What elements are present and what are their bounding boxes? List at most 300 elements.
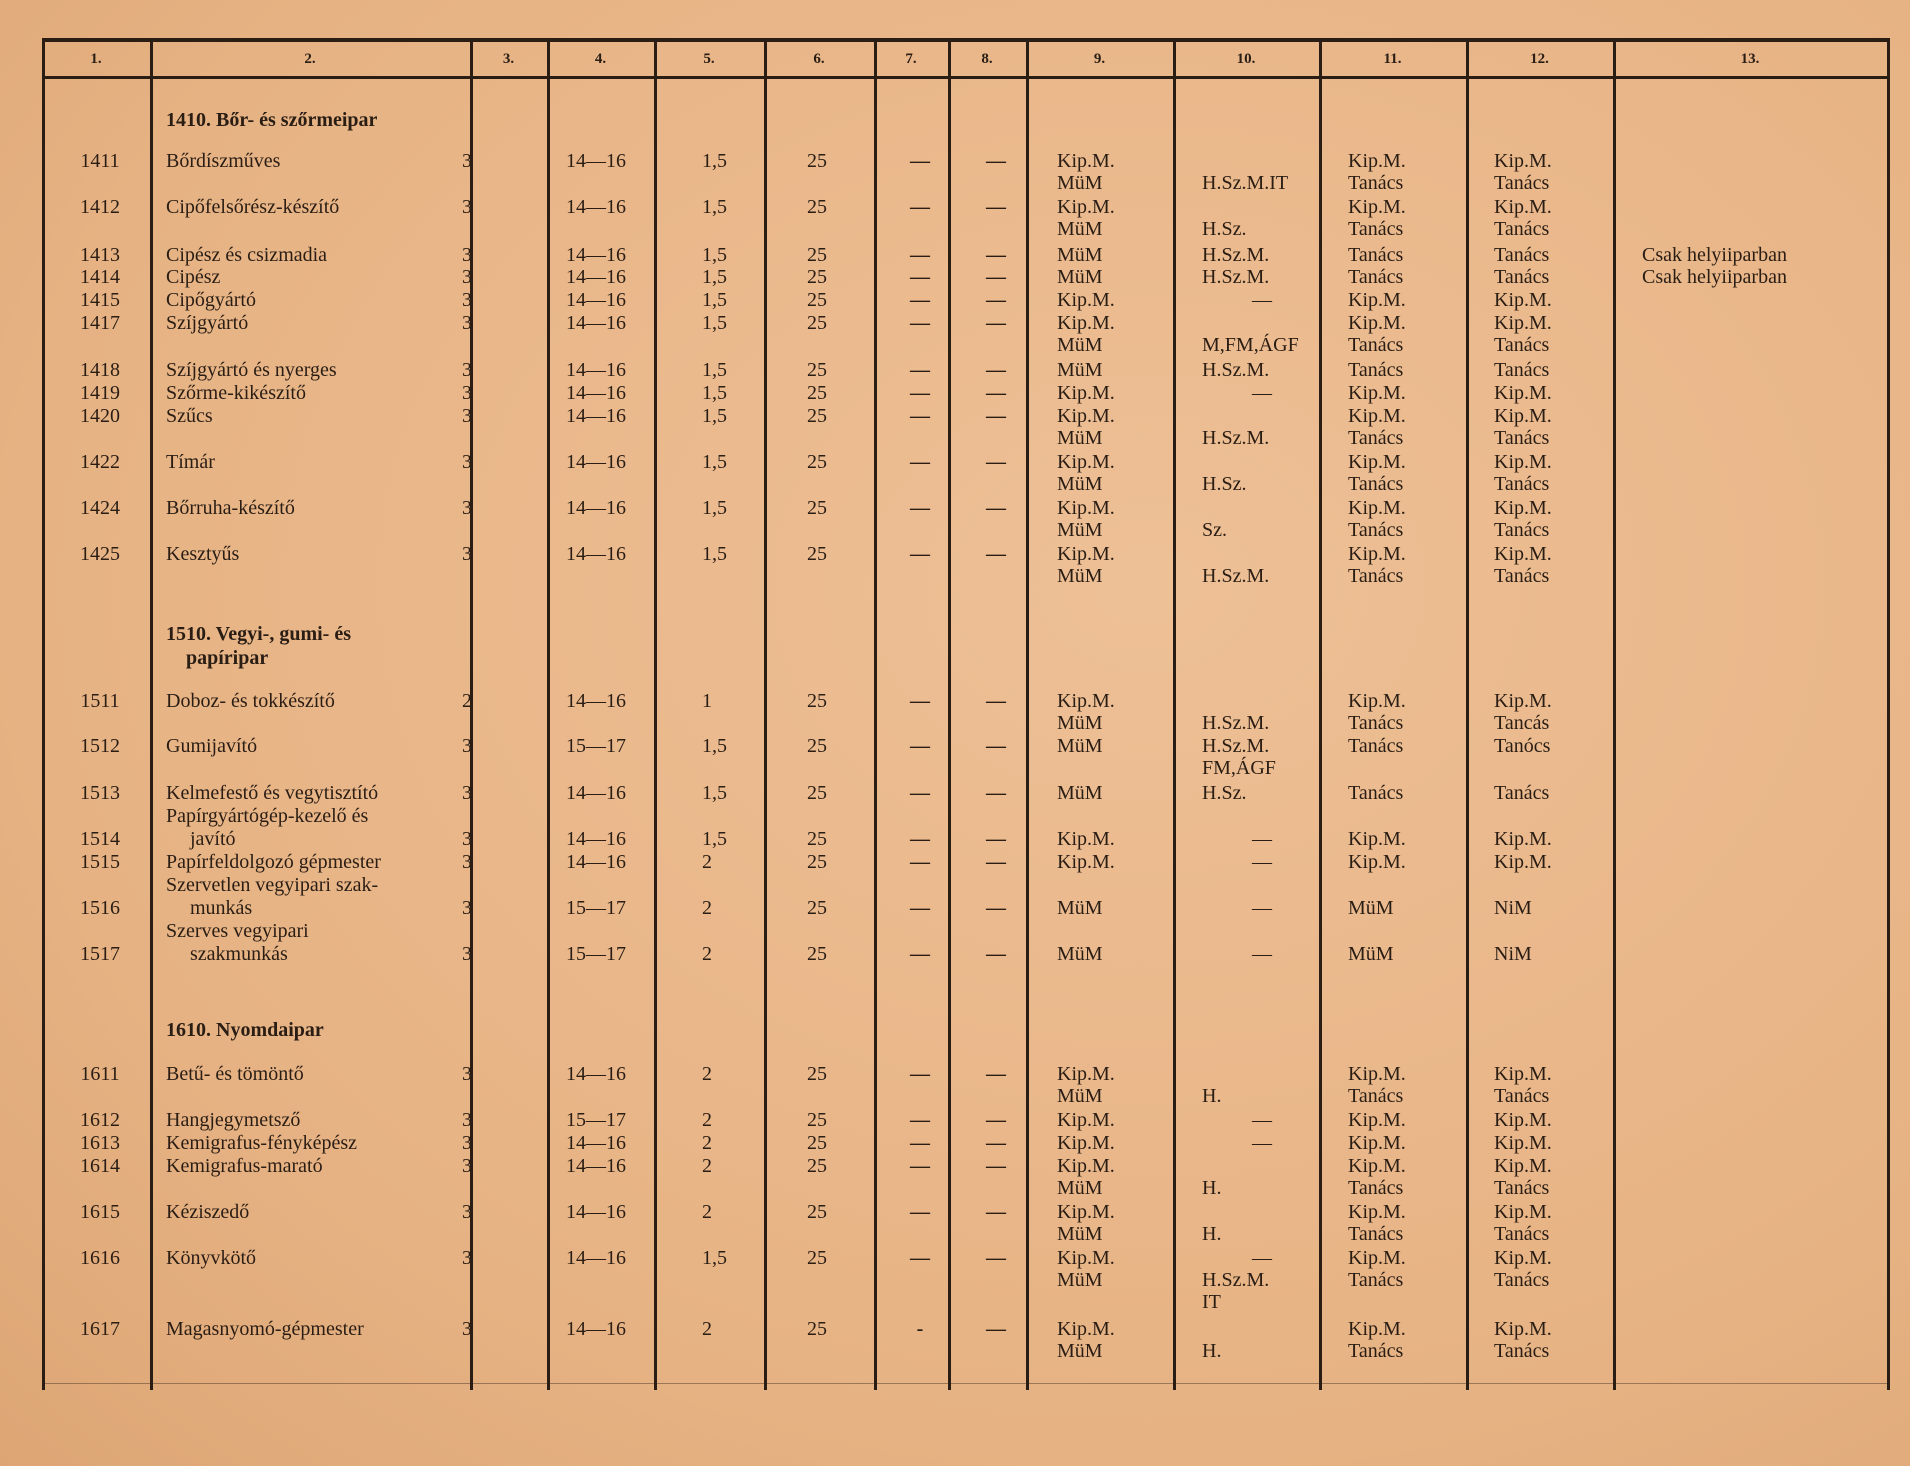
col8-value: — <box>986 828 1006 850</box>
col12-line1: Kip.M. <box>1494 497 1552 519</box>
col12-line1: Kip.M. <box>1494 1063 1552 1085</box>
age-range: 14—16 <box>566 1201 626 1223</box>
col-line-2 <box>470 38 473 1390</box>
col-line-4 <box>654 38 657 1390</box>
col10-line2: M,FM,ÁGF <box>1202 334 1299 356</box>
col9-line2: MüM <box>1057 172 1103 194</box>
row-code: 1611 <box>80 1063 120 1085</box>
col9-line1: Kip.M. <box>1057 543 1115 565</box>
col10-line2: H. <box>1202 1085 1222 1107</box>
col5-value: 1,5 <box>702 828 727 850</box>
col8-value: — <box>986 196 1006 218</box>
col12-line1: Kip.M. <box>1494 196 1552 218</box>
col11-line2: Tanács <box>1348 1223 1404 1245</box>
occupation-name: Papírfeldolgozó gépmester <box>166 851 381 873</box>
row-code: 1414 <box>80 266 120 288</box>
age-range: 14—16 <box>566 150 626 172</box>
col8-value: — <box>986 690 1006 712</box>
occupation-name: Cipész és csizmadia <box>166 244 328 266</box>
col9-line1: Kip.M. <box>1057 289 1115 311</box>
col3-value: 3 <box>462 897 472 919</box>
col7-value: — <box>910 897 930 919</box>
header-col-9: 9. <box>1093 51 1106 67</box>
col9-line1: Kip.M. <box>1057 196 1115 218</box>
col12-line2: Tanács <box>1494 427 1550 449</box>
col7-value: — <box>910 1109 930 1131</box>
col12-line1: Kip.M. <box>1494 382 1552 404</box>
col12-line1: Kip.M. <box>1494 1109 1552 1131</box>
age-range: 14—16 <box>566 1155 626 1177</box>
col12-line1: Kip.M. <box>1494 405 1552 427</box>
col3-value: 3 <box>462 1155 472 1177</box>
col11-line2: Tanács <box>1348 1340 1404 1362</box>
occupation-name: Kelmefestő és vegytisztító <box>166 782 379 804</box>
age-range: 14—16 <box>566 312 626 334</box>
col12-line1: Kip.M. <box>1494 289 1552 311</box>
occupation-name-cont: munkás <box>190 897 253 919</box>
col8-value: — <box>986 451 1006 473</box>
col9-line1: MüM <box>1057 244 1103 266</box>
col7-value: — <box>910 150 930 172</box>
col6-value: 25 <box>807 266 827 288</box>
col5-value: 1,5 <box>702 1247 727 1269</box>
col12-line2: Tanács <box>1494 473 1550 495</box>
col5-value: 1,5 <box>702 289 727 311</box>
col6-value: 25 <box>807 150 827 172</box>
col10-line2: H.Sz. <box>1202 473 1247 495</box>
header-col-13: 13. <box>1740 51 1760 67</box>
col5-value: 1,5 <box>702 266 727 288</box>
col9-line1: Kip.M. <box>1057 150 1115 172</box>
col10-line1: H.Sz.M. <box>1202 244 1270 266</box>
age-range: 14—16 <box>566 359 626 381</box>
col8-value: — <box>986 150 1006 172</box>
col12-line2: Tanács <box>1494 519 1550 541</box>
col6-value: 25 <box>807 828 827 850</box>
row-code: 1411 <box>80 150 120 172</box>
col3-value: 3 <box>462 312 472 334</box>
col8-value: — <box>986 497 1006 519</box>
col9-line1: Kip.M. <box>1057 1132 1115 1154</box>
col7-value: — <box>910 1201 930 1223</box>
col8-value: — <box>986 1201 1006 1223</box>
header-col-7: 7. <box>905 51 917 67</box>
col-line-11 <box>1466 38 1469 1390</box>
col3-value: 3 <box>462 1063 472 1085</box>
col6-value: 25 <box>807 897 827 919</box>
age-range: 15—17 <box>566 943 626 965</box>
col11-line1: Kip.M. <box>1348 451 1406 473</box>
col8-value: — <box>986 1132 1006 1154</box>
occupation-name: Szíjgyártó <box>166 312 249 334</box>
col7-value: — <box>910 312 930 334</box>
col7-value: — <box>910 382 930 404</box>
col-line-5 <box>764 38 767 1390</box>
header-col-12: 12. <box>1530 51 1549 67</box>
col12-line1: Tanócs <box>1494 735 1551 757</box>
col3-value: 3 <box>462 150 472 172</box>
col11-line2: Tanács <box>1348 172 1404 194</box>
col3-value: 3 <box>462 196 472 218</box>
occupation-name: Kesztyűs <box>166 543 240 565</box>
col12-line1: Kip.M. <box>1494 543 1552 565</box>
row-code: 1613 <box>80 1132 120 1154</box>
col-line-10 <box>1319 38 1322 1390</box>
col7-value: — <box>910 1247 930 1269</box>
col5-value: 1,5 <box>702 497 727 519</box>
col11-line2: Tanács <box>1348 712 1404 734</box>
section-heading-1610: 1610. Nyomdaipar <box>166 1019 324 1041</box>
col9-line2: MüM <box>1057 712 1103 734</box>
col11-line1: Kip.M. <box>1348 382 1406 404</box>
occupation-name: Könyvkötő <box>166 1247 256 1269</box>
row-code: 1616 <box>80 1247 120 1269</box>
occupation-name: Gumijavító <box>166 735 258 757</box>
col7-value: — <box>910 266 930 288</box>
row-code: 1517 <box>80 943 120 965</box>
col6-value: 25 <box>807 497 827 519</box>
col11-line1: Kip.M. <box>1348 1109 1406 1131</box>
occupation-name: Szervetlen vegyipari szak- <box>166 874 379 896</box>
col5-value: 1,5 <box>702 382 727 404</box>
col6-value: 25 <box>807 382 827 404</box>
row-code: 1415 <box>80 289 120 311</box>
col12-line1: Kip.M. <box>1494 1318 1552 1340</box>
col7-value: — <box>910 1132 930 1154</box>
col7-value: — <box>910 735 930 757</box>
row-code: 1615 <box>80 1201 120 1223</box>
col11-line1: Kip.M. <box>1348 405 1406 427</box>
occupation-name-cont: szakmunkás <box>190 943 288 965</box>
col5-value: 2 <box>702 1109 712 1131</box>
col13-note: Csak helyiiparban <box>1642 266 1787 288</box>
col11-line1: Kip.M. <box>1348 851 1406 873</box>
col8-value: — <box>986 382 1006 404</box>
col6-value: 25 <box>807 196 827 218</box>
col11-line1: Kip.M. <box>1348 312 1406 334</box>
col10-line2: H. <box>1202 1340 1222 1362</box>
occupation-name: Magasnyomó-gépmester <box>166 1318 364 1340</box>
col7-value: — <box>910 359 930 381</box>
occupation-name: Tímár <box>166 451 215 473</box>
col11-line1: Tanács <box>1348 735 1404 757</box>
col8-value: — <box>986 244 1006 266</box>
col11-line2: Tanács <box>1348 519 1404 541</box>
age-range: 15—17 <box>566 735 626 757</box>
col11-line1: Kip.M. <box>1348 150 1406 172</box>
occupation-name: Kéziszedő <box>166 1201 250 1223</box>
header-col-11: 11. <box>1383 51 1402 67</box>
col-line-3 <box>547 38 550 1390</box>
row-code: 1417 <box>80 312 120 334</box>
row-code: 1516 <box>80 897 120 919</box>
col8-value: — <box>986 943 1006 965</box>
col6-value: 25 <box>807 543 827 565</box>
age-range: 14—16 <box>566 289 626 311</box>
col12-line1: Kip.M. <box>1494 451 1552 473</box>
col8-value: — <box>986 1063 1006 1085</box>
col10-line1: — <box>1252 1132 1272 1154</box>
col6-value: 25 <box>807 312 827 334</box>
col12-line2: Tanács <box>1494 1340 1550 1362</box>
col5-value: 2 <box>702 1063 712 1085</box>
col12-line2: Tanács <box>1494 334 1550 356</box>
col6-value: 25 <box>807 782 827 804</box>
col9-line1: Kip.M. <box>1057 690 1115 712</box>
col9-line2: MüM <box>1057 218 1103 240</box>
col9-line1: MüM <box>1057 735 1103 757</box>
row-code: 1612 <box>80 1109 120 1131</box>
age-range: 14—16 <box>566 1132 626 1154</box>
col10-line2: Sz. <box>1202 519 1227 541</box>
col5-value: 2 <box>702 897 712 919</box>
col11-line2: Tanács <box>1348 1269 1404 1291</box>
col3-value: 3 <box>462 782 472 804</box>
col10-line3: IT <box>1202 1291 1221 1313</box>
row-code: 1420 <box>80 405 120 427</box>
col3-value: 3 <box>462 266 472 288</box>
col6-value: 25 <box>807 943 827 965</box>
col8-value: — <box>986 735 1006 757</box>
col10-line2: H. <box>1202 1223 1222 1245</box>
col12-line1: Tanács <box>1494 782 1550 804</box>
col7-value: — <box>910 690 930 712</box>
col11-line2: Tanács <box>1348 1177 1404 1199</box>
col11-line1: Kip.M. <box>1348 690 1406 712</box>
col5-value: 1,5 <box>702 312 727 334</box>
col11-line1: Kip.M. <box>1348 1201 1406 1223</box>
col12-line2: Tanács <box>1494 172 1550 194</box>
age-range: 14—16 <box>566 1247 626 1269</box>
col10-line1: — <box>1252 897 1272 919</box>
col11-line1: Tanács <box>1348 359 1404 381</box>
col7-value: — <box>910 782 930 804</box>
occupation-name: Bőrruha-készítő <box>166 497 295 519</box>
header-col-2: 2. <box>304 51 316 67</box>
col3-value: 3 <box>462 1318 472 1340</box>
col10-line2: H.Sz.M. <box>1202 712 1270 734</box>
header-col-3: 3. <box>502 51 515 67</box>
col3-value: 3 <box>462 497 472 519</box>
occupation-name: Papírgyártógép-kezelő és <box>166 805 369 827</box>
col12-line2: Tanács <box>1494 218 1550 240</box>
col10-line2: H.Sz.M.IT <box>1202 172 1289 194</box>
col5-value: 1,5 <box>702 244 727 266</box>
col6-value: 25 <box>807 244 827 266</box>
col11-line2: Tanács <box>1348 565 1404 587</box>
col9-line2: MüM <box>1057 565 1103 587</box>
col9-line2: MüM <box>1057 1223 1103 1245</box>
col6-value: 25 <box>807 1201 827 1223</box>
age-range: 14—16 <box>566 405 626 427</box>
col3-value: 3 <box>462 1132 472 1154</box>
row-code: 1614 <box>80 1155 120 1177</box>
header-col-10: 10. <box>1236 51 1256 67</box>
section-heading-1510: 1510. Vegyi-, gumi- és <box>166 623 351 645</box>
col11-line1: Kip.M. <box>1348 1132 1406 1154</box>
col9-line2: MüM <box>1057 1177 1103 1199</box>
col12-line1: Kip.M. <box>1494 1247 1552 1269</box>
col11-line2: Tanács <box>1348 218 1404 240</box>
row-code: 1413 <box>80 244 120 266</box>
col9-line1: Kip.M. <box>1057 828 1115 850</box>
occupation-name: Cipész <box>166 266 221 288</box>
col10-line2: H.Sz.M. <box>1202 565 1270 587</box>
col10-line1: — <box>1252 943 1272 965</box>
col11-line2: Tanács <box>1348 427 1404 449</box>
age-range: 14—16 <box>566 543 626 565</box>
occupation-name: Bőrdíszműves <box>166 150 281 172</box>
col13-note: Csak helyiiparban <box>1642 244 1787 266</box>
col5-value: 1,5 <box>702 196 727 218</box>
col8-value: — <box>986 782 1006 804</box>
age-range: 14—16 <box>566 1063 626 1085</box>
col6-value: 25 <box>807 359 827 381</box>
col3-value: 3 <box>462 382 472 404</box>
col7-value: — <box>910 1155 930 1177</box>
header-col-4: 4. <box>594 51 607 67</box>
col5-value: 1,5 <box>702 359 727 381</box>
col3-value: 3 <box>462 943 472 965</box>
col12-line2: Tanács <box>1494 1223 1550 1245</box>
col-line-6 <box>874 38 877 1390</box>
col7-value: — <box>910 1063 930 1085</box>
col10-line2: H.Sz. <box>1202 218 1247 240</box>
col6-value: 25 <box>807 690 827 712</box>
col9-line1: Kip.M. <box>1057 1109 1115 1131</box>
col12-line1: Kip.M. <box>1494 1201 1552 1223</box>
col3-value: 3 <box>462 1109 472 1131</box>
col8-value: — <box>986 1155 1006 1177</box>
age-range: 14—16 <box>566 497 626 519</box>
section-heading-1510-cont: papíripar <box>186 647 269 669</box>
occupation-name: Hangjegymetsző <box>166 1109 301 1131</box>
col-line-13 <box>1887 38 1890 1390</box>
col6-value: 25 <box>807 289 827 311</box>
age-range: 14—16 <box>566 828 626 850</box>
col12-line1: Kip.M. <box>1494 690 1552 712</box>
col11-line1: Tanács <box>1348 782 1404 804</box>
col9-line1: MüM <box>1057 943 1103 965</box>
col5-value: 1,5 <box>702 782 727 804</box>
col11-line2: Tanács <box>1348 334 1404 356</box>
col9-line1: MüM <box>1057 782 1103 804</box>
col9-line1: MüM <box>1057 266 1103 288</box>
col6-value: 25 <box>807 1132 827 1154</box>
col6-value: 25 <box>807 1155 827 1177</box>
col8-value: — <box>986 266 1006 288</box>
col10-line2: H.Sz.M. <box>1202 427 1270 449</box>
row-code: 1425 <box>80 543 120 565</box>
col6-value: 25 <box>807 405 827 427</box>
col12-line1: Kip.M. <box>1494 1155 1552 1177</box>
col12-line1: Kip.M. <box>1494 150 1552 172</box>
age-range: 15—17 <box>566 897 626 919</box>
col8-value: — <box>986 312 1006 334</box>
col9-line1: Kip.M. <box>1057 451 1115 473</box>
col3-value: 3 <box>462 828 472 850</box>
col11-line1: Tanács <box>1348 266 1404 288</box>
col8-value: — <box>986 289 1006 311</box>
col10-line1: H.Sz.M. <box>1202 735 1270 757</box>
col5-value: 1,5 <box>702 150 727 172</box>
age-range: 14—16 <box>566 266 626 288</box>
col11-line2: Tanács <box>1348 1085 1404 1107</box>
age-range: 14—16 <box>566 382 626 404</box>
col10-line1: H.Sz.M. <box>1202 359 1270 381</box>
col7-value: — <box>910 851 930 873</box>
col12-line2: Tanács <box>1494 1085 1550 1107</box>
col7-value: — <box>910 289 930 311</box>
col12-line1: Kip.M. <box>1494 851 1552 873</box>
col9-line1: Kip.M. <box>1057 1155 1115 1177</box>
row-code: 1512 <box>80 735 120 757</box>
col11-line2: Tanács <box>1348 473 1404 495</box>
col10-line1: — <box>1252 1247 1272 1269</box>
col8-value: — <box>986 851 1006 873</box>
col-line-7 <box>948 38 951 1390</box>
col5-value: 2 <box>702 1201 712 1223</box>
col7-value: — <box>910 244 930 266</box>
col10-line2: FM,ÁGF <box>1202 757 1276 779</box>
col11-line1: Kip.M. <box>1348 196 1406 218</box>
col9-line1: Kip.M. <box>1057 1318 1115 1340</box>
col11-line1: Kip.M. <box>1348 1318 1406 1340</box>
col12-line2: Tanács <box>1494 565 1550 587</box>
col3-value: 3 <box>462 1247 472 1269</box>
col9-line1: Kip.M. <box>1057 1247 1115 1269</box>
occupation-name: Cipőfelsőrész-készítő <box>166 196 340 218</box>
row-code: 1418 <box>80 359 120 381</box>
col9-line1: Kip.M. <box>1057 382 1115 404</box>
col9-line1: Kip.M. <box>1057 1063 1115 1085</box>
row-code: 1422 <box>80 451 120 473</box>
col3-value: 3 <box>462 405 472 427</box>
col9-line1: Kip.M. <box>1057 497 1115 519</box>
col6-value: 25 <box>807 451 827 473</box>
col9-line2: MüM <box>1057 427 1103 449</box>
col12-line1: NiM <box>1494 943 1532 965</box>
col5-value: 2 <box>702 1132 712 1154</box>
col7-value: — <box>910 196 930 218</box>
col3-value: 3 <box>462 244 472 266</box>
occupation-name: Cipőgyártó <box>166 289 256 311</box>
col9-line2: MüM <box>1057 334 1103 356</box>
col9-line2: MüM <box>1057 473 1103 495</box>
col-line-12 <box>1613 38 1616 1390</box>
col12-line1: Kip.M. <box>1494 828 1552 850</box>
col3-value: 3 <box>462 543 472 565</box>
occupation-name: Szőrme-kikészítő <box>166 382 306 404</box>
col9-line1: Kip.M. <box>1057 1201 1115 1223</box>
age-range: 14—16 <box>566 782 626 804</box>
age-range: 15—17 <box>566 1109 626 1131</box>
col-line-9 <box>1173 38 1176 1390</box>
col6-value: 25 <box>807 735 827 757</box>
row-code: 1412 <box>80 196 120 218</box>
col5-value: 1,5 <box>702 405 727 427</box>
col8-value: — <box>986 1318 1006 1340</box>
col5-value: 1,5 <box>702 543 727 565</box>
col10-line2: H. <box>1202 1177 1222 1199</box>
col12-line1: Tanács <box>1494 244 1550 266</box>
col7-value: — <box>910 943 930 965</box>
col-line-8 <box>1026 38 1029 1390</box>
col10-line1: H.Sz. <box>1202 782 1247 804</box>
col3-value: 2 <box>462 690 472 712</box>
age-range: 14—16 <box>566 451 626 473</box>
occupation-name: Betű- és tömöntő <box>166 1063 304 1085</box>
